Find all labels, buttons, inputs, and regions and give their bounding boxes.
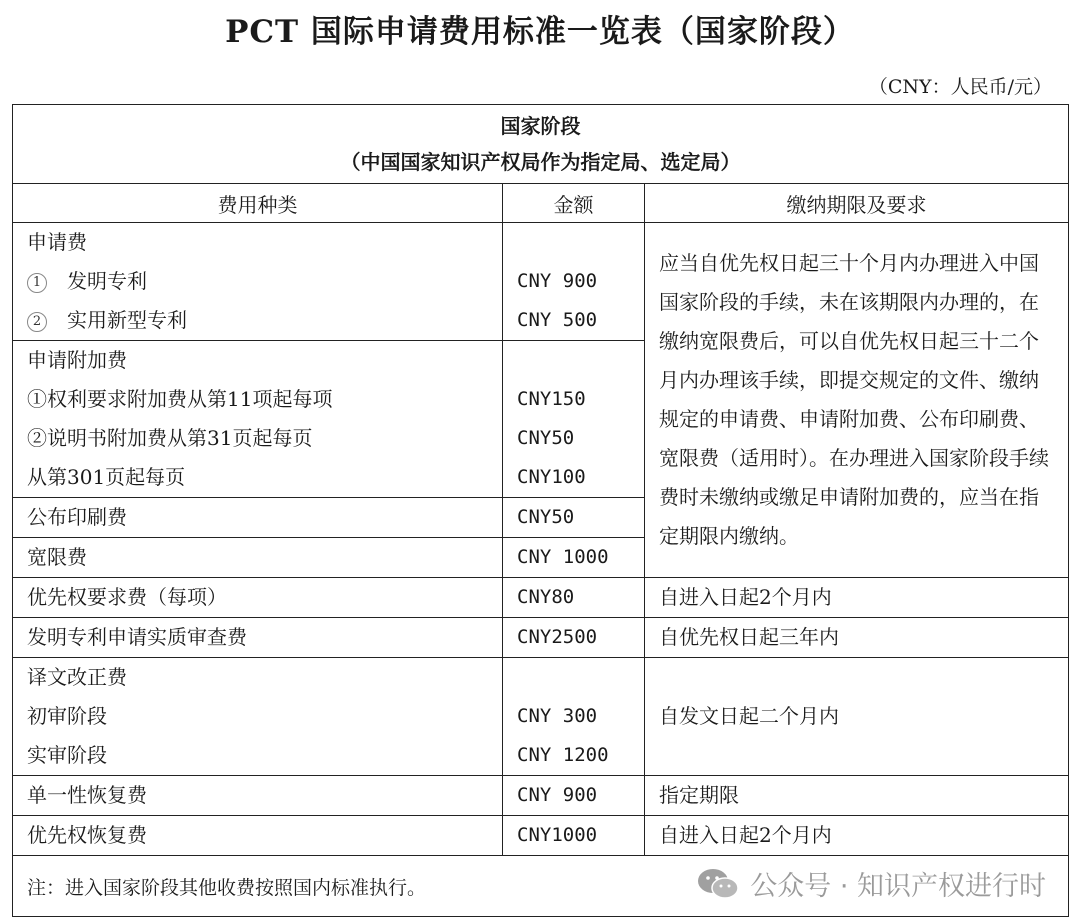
table-row [13,776,1069,816]
item-label: 实审阶段 [27,743,107,767]
application-fee-cell [13,223,503,341]
fee-label: 优先权要求费（每项） [27,585,227,609]
item-label: 实用新型专利 [67,308,187,332]
heading-line-1: 国家阶段 [500,114,581,138]
amount-value: CNY100 [517,466,586,488]
column-header-type: 费用种类 [13,184,503,223]
publication-fee-cell [13,498,503,538]
amount-value: CNY50 [517,506,575,528]
application-fee-item-1 [27,262,502,301]
fee-label: 译文改正费 [27,665,127,689]
fee-table [12,104,1069,917]
requirement-text: 自优先权日起三年内 [645,618,1069,658]
watermark [696,864,1046,903]
application-fee-amounts [503,223,645,341]
column-header-amount: 金额 [503,184,645,223]
fee-label: 优先权恢复费 [27,823,147,847]
requirement-text: 指定期限 [645,776,1069,816]
currency-unit-note: （CNY：人民币/元） [868,76,1052,98]
circled-number-icon: 1 [27,273,47,293]
table-row [13,816,1069,856]
translation-fee-cell [13,658,503,776]
item-label: ②说明书附加费从第31页起每页 [27,426,313,450]
priority-claim-cell [13,578,503,618]
table-heading [13,105,1069,184]
grace-fee-amount-cell [503,538,645,578]
amount-value: CNY 500 [517,309,598,331]
watermark-text: 公众号 · 知识产权进行时 [750,871,1046,902]
table-note: 注：进入国家阶段其他收费按照国内标准执行。 [13,856,1069,917]
item-label: 初审阶段 [27,704,107,728]
amount-value: CNY50 [517,427,575,449]
amount-value: CNY1000 [517,824,598,846]
exam-fee-cell [13,618,503,658]
amount-value: CNY150 [517,388,586,410]
requirement-text: 自进入日起2个月内 [645,816,1069,856]
fee-label: 公布印刷费 [27,505,127,529]
amount-value: CNY2500 [517,626,598,648]
priority-claim-amount-cell [503,578,645,618]
amount-value: CNY 1000 [517,546,609,568]
fee-label: 单一性恢复费 [27,783,147,807]
translation-fee-amounts [503,658,645,776]
application-fee-label: 申请费 [27,230,87,254]
main-requirement-text: 应当自优先权日起三十个月内办理进入中国国家阶段的手续，未在该期限内办理的，在缴纳宽限费后，可以自优先权日起三十二个月内办理该手续，即提交规定的文件、缴纳规定的申请费、申请附加费、公布印刷费、宽限费（适用时）。在办理进入国家阶段手续费时未缴纳或缴足申请附加费的，应当在指定期限内缴纳。 [645,223,1069,578]
priority-restore-cell [13,816,503,856]
unity-fee-amount-cell [503,776,645,816]
surcharge-amounts [503,341,645,498]
amount-value: CNY 900 [517,784,598,806]
exam-fee-amount-cell [503,618,645,658]
requirement-text: 自进入日起2个月内 [645,578,1069,618]
table-row [13,618,1069,658]
surcharge-label: 申请附加费 [27,348,127,372]
page-title: PCT 国际申请费用标准一览表（国家阶段） [225,14,855,50]
application-fee-item-2 [27,301,502,340]
table-row [13,578,1069,618]
item-label: 从第301页起每页 [27,465,186,489]
amount-value: CNY80 [517,586,575,608]
fee-label: 发明专利申请实质审查费 [27,625,247,649]
item-label: ①权利要求附加费从第11项起每项 [27,387,333,411]
heading-line-2: （中国国家知识产权局作为指定局、选定局） [340,150,741,174]
column-header-requirement: 缴纳期限及要求 [645,184,1069,223]
item-label: 发明专利 [67,269,147,293]
fee-label: 宽限费 [27,545,87,569]
amount-value: CNY 1200 [517,744,609,766]
amount-value: CNY 300 [517,705,598,727]
table-row [13,658,1069,776]
circled-number-icon: 2 [27,312,47,332]
table-heading-row [13,105,1069,184]
unity-fee-cell [13,776,503,816]
wechat-icon [696,867,740,901]
column-header-row [13,184,1069,223]
requirement-text: 自发文日起二个月内 [645,658,1069,776]
publication-fee-amount-cell [503,498,645,538]
priority-restore-amount-cell [503,816,645,856]
surcharge-cell [13,341,503,498]
table-row [13,223,1069,341]
grace-fee-cell [13,538,503,578]
amount-value: CNY 900 [517,270,598,292]
